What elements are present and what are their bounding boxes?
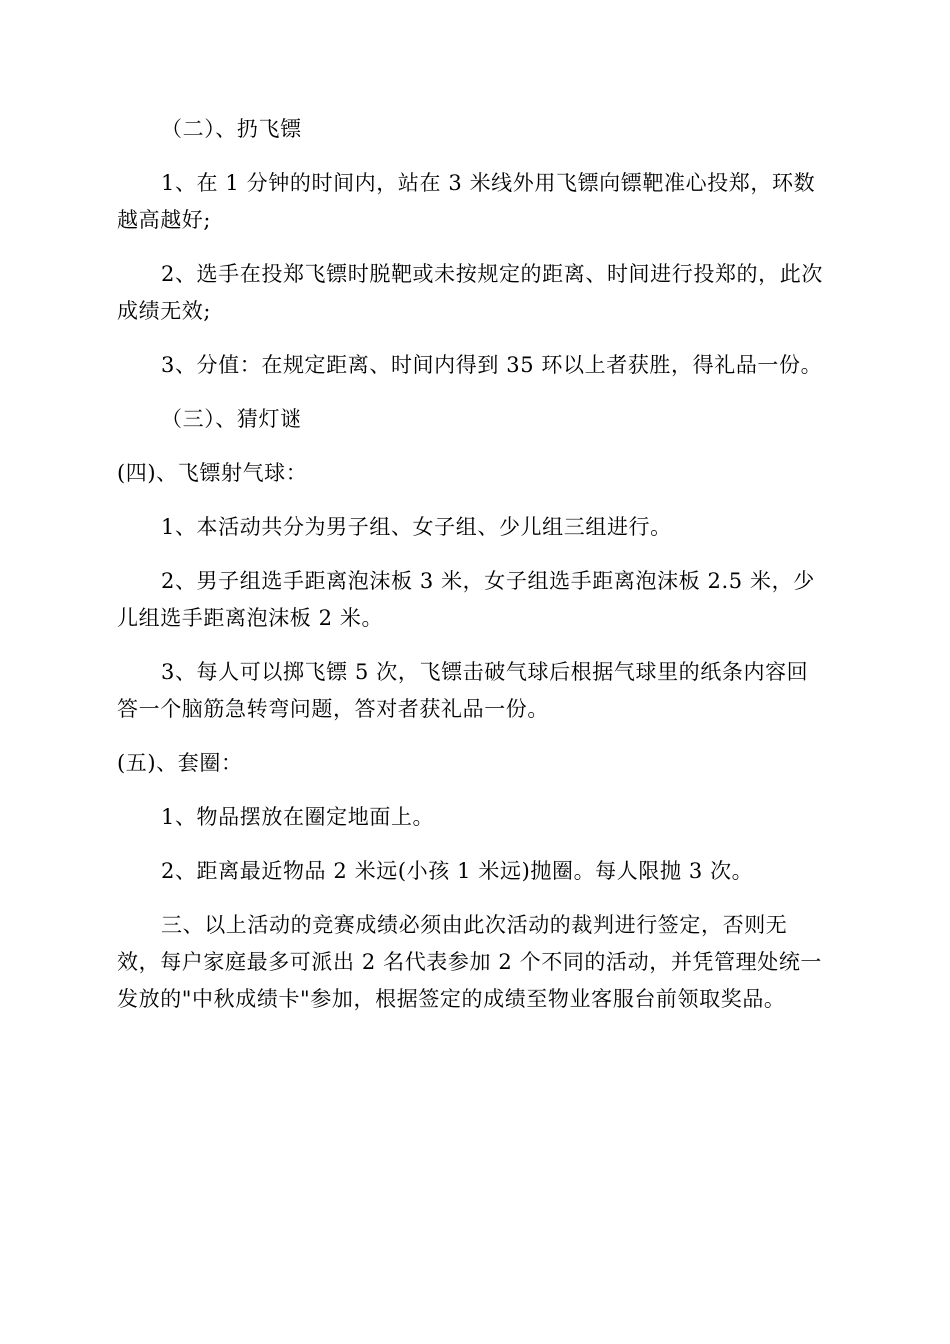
section-heading-darts: （二）、扔飞镖 bbox=[161, 117, 302, 141]
rule-paragraph: 3、每人可以掷飞镖 5 次，飞镖击破气球后根据气球里的纸条内容回答一个脑筋急转弯问题，答对者获礼品一份。 bbox=[117, 660, 809, 721]
rule-paragraph: 1、在 1 分钟的时间内，站在 3 米线外用飞镖向镖靶准心投郑，环数越高越好; bbox=[117, 171, 816, 232]
rule-paragraph: 1、物品摆放在圈定地面上。 bbox=[161, 805, 435, 829]
rule-paragraph: 1、本活动共分为男子组、女子组、少儿组三组进行。 bbox=[161, 515, 672, 539]
section-heading-ring-toss: (五)、套圈： bbox=[117, 751, 243, 775]
rule-paragraph: 2、男子组选手距离泡沫板 3 米，女子组选手距离泡沫板 2.5 米，少儿组选手距离泡沫板 2 米。 bbox=[117, 569, 815, 630]
rule-paragraph: 2、距离最近物品 2 米远(小孩 1 米远)抛圈。每人限抛 3 次。 bbox=[161, 859, 754, 883]
closing-paragraph: 三、以上活动的竞赛成绩必须由此次活动的裁判进行签定，否则无效，每户家庭最多可派出 2 名代表参加 2 个不同的活动，并凭管理处统一发放的"中秋成绩卡"参加，根据签定的成绩至物业客服台前领取奖品。 bbox=[117, 913, 823, 1011]
rule-paragraph: 3、分值：在规定距离、时间内得到 35 环以上者获胜，得礼品一份。 bbox=[161, 353, 823, 377]
document-body bbox=[117, 111, 823, 1035]
section-heading-balloon-darts: (四)、飞镖射气球： bbox=[117, 461, 308, 485]
rule-paragraph: 2、选手在投郑飞镖时脱靶或未按规定的距离、时间进行投郑的，此次成绩无效; bbox=[117, 262, 823, 323]
section-heading-riddles: （三）、猜灯谜 bbox=[161, 407, 302, 431]
